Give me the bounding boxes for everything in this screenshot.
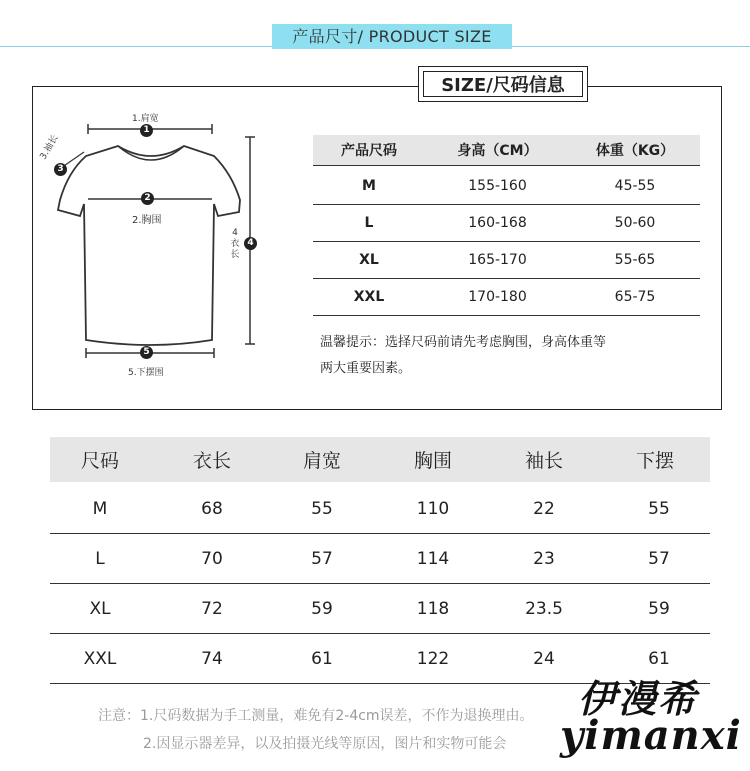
size-cell: XL xyxy=(89,598,111,619)
chest-cell: 118 xyxy=(416,598,450,619)
fit-size-cell: XXL xyxy=(353,289,385,305)
sleeve-cell: 24 xyxy=(533,648,555,669)
size-table-row xyxy=(50,484,710,534)
shoulder-label: 1.肩宽 xyxy=(132,114,159,124)
length-cell: 74 xyxy=(201,648,223,669)
size-table-row xyxy=(50,584,710,634)
size-header-chest: 胸围 xyxy=(413,450,452,472)
size-header-length: 衣长 xyxy=(192,450,231,472)
size-header-shoulder: 肩宽 xyxy=(302,450,341,472)
fit-tip-line-1: 温馨提示：选择尺码前请先考虑胸围，身高体重等 xyxy=(320,335,607,350)
chest-cell: 110 xyxy=(416,498,450,519)
note-line-1: 注意：1.尺码数据为手工测量，难免有2-4cm误差，不作为退换理由。 xyxy=(98,708,534,724)
fit-table-row xyxy=(313,168,700,205)
tshirt-diagram xyxy=(36,104,276,394)
sleeve-cell: 23.5 xyxy=(525,598,563,619)
size-table-row xyxy=(50,534,710,584)
marker-4: 4 xyxy=(244,237,257,250)
tshirt-outline xyxy=(58,146,240,345)
fit-height-cell: 160-168 xyxy=(468,215,527,231)
shoulder-cell: 59 xyxy=(311,598,333,619)
fit-tip xyxy=(320,330,700,382)
chest-cell: 122 xyxy=(416,648,450,669)
size-header-hem: 下摆 xyxy=(635,450,674,472)
fit-tip-line-2: 两大重要因素。 xyxy=(320,361,412,376)
hem-cell: 59 xyxy=(648,598,670,619)
chest-label: 2.胸围 xyxy=(132,215,162,226)
size-header-size: 尺码 xyxy=(80,450,119,472)
hem-label: 5.下摆围 xyxy=(128,368,164,378)
hem-cell: 61 xyxy=(648,648,670,669)
fit-header-weight: 体重（KG） xyxy=(595,143,675,159)
length-label: 4 衣 长 xyxy=(230,228,240,260)
fit-table-header xyxy=(313,135,700,166)
shoulder-cell: 57 xyxy=(311,548,333,569)
page-title: 产品尺寸/ PRODUCT SIZE xyxy=(272,24,512,49)
marker-2: 2 xyxy=(141,192,154,205)
size-cell: M xyxy=(92,498,108,519)
sleeve-label: 3.袖长 xyxy=(38,133,61,162)
fit-table-row xyxy=(313,205,700,242)
marker-3: 3 xyxy=(54,163,67,176)
chest-cell: 114 xyxy=(416,548,450,569)
fit-height-cell: 165-170 xyxy=(468,252,527,268)
sleeve-cell: 23 xyxy=(533,548,555,569)
length-cell: 68 xyxy=(201,498,223,519)
size-table-header xyxy=(50,437,710,482)
fit-weight-cell: 65-75 xyxy=(614,289,656,305)
sleeve-cell: 22 xyxy=(533,498,555,519)
fit-weight-cell: 55-65 xyxy=(614,252,656,268)
fit-table-row xyxy=(313,279,700,316)
fit-header-size: 产品尺码 xyxy=(341,143,397,159)
fit-size-cell: M xyxy=(362,178,376,194)
hem-cell: 57 xyxy=(648,548,670,569)
hem-cell: 55 xyxy=(648,498,670,519)
size-cell: XXL xyxy=(83,648,117,669)
marker-1: 1 xyxy=(140,124,153,137)
fit-height-cell: 155-160 xyxy=(468,178,527,194)
fit-weight-cell: 50-60 xyxy=(614,215,656,231)
badge-label: SIZE/尺码信息 xyxy=(441,75,565,96)
watermark-chinese: 伊漫希 xyxy=(578,676,699,721)
size-info-badge xyxy=(418,66,588,102)
shoulder-cell: 55 xyxy=(311,498,333,519)
fit-size-cell: L xyxy=(364,215,374,231)
fit-weight-cell: 45-55 xyxy=(614,178,656,194)
fit-header-height: 身高（CM） xyxy=(457,143,538,159)
length-cell: 72 xyxy=(201,598,223,619)
size-header-sleeve: 袖长 xyxy=(524,450,563,472)
marker-5: 5 xyxy=(140,346,153,359)
size-cell: L xyxy=(95,548,105,569)
shoulder-cell: 61 xyxy=(311,648,333,669)
fit-height-cell: 170-180 xyxy=(468,289,527,305)
fit-table-row xyxy=(313,242,700,279)
fit-size-cell: XL xyxy=(359,252,379,268)
length-cell: 70 xyxy=(201,548,223,569)
note-line-2: 2.因显示器差异，以及拍摄光线等原因，图片和实物可能会 xyxy=(143,736,507,752)
watermark-latin: yimanxi xyxy=(560,712,742,759)
